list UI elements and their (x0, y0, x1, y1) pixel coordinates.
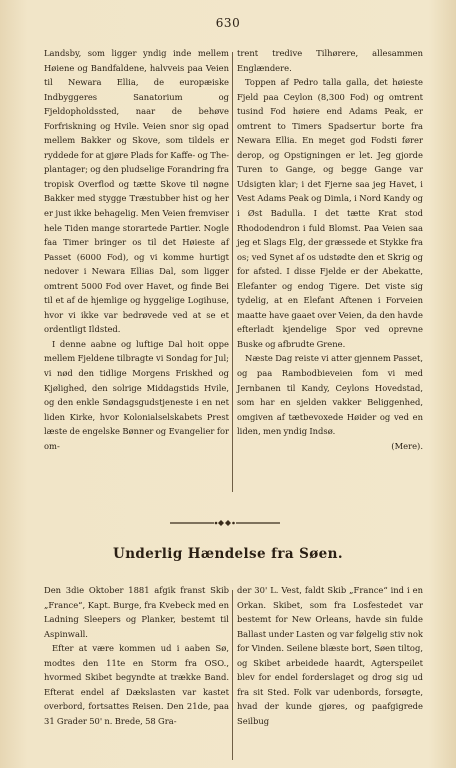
article-column-top-left (44, 46, 229, 453)
paragraph: trent tredive Tilhørere, allesammen Englændere. (237, 48, 423, 73)
column-divider (232, 52, 233, 492)
continued-note: (Mere). (391, 440, 423, 451)
paragraph: Næste Dag reiste vi atter gjennem Passet, og paa Rambodbieveien fom vi med Jernbanen til Kandy, Ceylons Hovedstad, som har en sjelden vakker Beliggenhed, omgiven af tætbevoxede Høider og ved en liden, men yndig Indsø. (237, 353, 423, 437)
article-column-bottom-right (237, 583, 423, 728)
article-column-bottom-left (44, 583, 229, 728)
paragraph: Efter at være kommen ud i aaben Sø, modtes den 11te en Storm fra OSO., hvormed Skibet begyndte at trække Band. Efterat endel af Dækslasten var kastet overbord, fortsattes Reisen. Den 21de, paa 31 Grader 50' n. Brede, 58 Gra- (44, 643, 229, 726)
article-column-top-right (237, 46, 423, 453)
paragraph: Den 3die Oktober 1881 afgik franst Skib „France“, Kapt. Burge, fra Kvebeck med en Ladning Sleepers og Planker, bestemt til Aspinwall. (44, 585, 229, 639)
section-title: Underlig Hændelse fra Søen. (113, 546, 343, 562)
paragraph: Toppen af Pedro talla galla, det høieste Fjeld paa Ceylon (8,300 Fod) og omtrent tusind Fod høiere end Adams Peak, er omtrent to Timers Spadsertur borte fra Newara Ellia. En meget god Fodsti fører derop, og Opstigningen er let. Jeg gjorde Turen to Gange, og begge Gange var Udsigten klar; i det Fjerne saa jeg Havet, i Vest Adams Peak og Dimla, i Nord Kandy og i Øst Badulla. I det tætte Krat stod Rhododendron i fuld Blomst. Paa Veien saa jeg et Slags Elg, der græssede et Stykke fra os; ved Synet af os udstødte den et Skrig og for afsted. I disse Fjelde er der Abekatte, Elefanter og endog Tigere. Det viste sig tydelig, at en Elefant Aftenen i Forveien maatte have gaaet over Veien, da den havde efterladt kjendelige Spor ved oprevne Buske og afbrudte Grene. (237, 77, 423, 349)
page-number: 630 (215, 16, 241, 30)
paragraph: Landsby, som ligger yndig inde mellem Høiene og Bandfaldene, halvveis paa Veien til Newara Ellia, de europæiske Indbyggeres Sanatorium og Fjeldopholdssted, naar de behøve Forfriskning og Hvile. Veien snor sig opad mellem Bakker og Skove, som tildels er ryddede for at gjøre Plads for Kaffe- og The-plantager; og den pludselige Forandring fra tropisk Overflod og tætte Skove til nøgne Bakker med stygge Træstubber hist og her er just ikke behagelig. Men Veien fremviser hele Tiden mange storartede Partier. Nogle faa Timer bringer os til det Høieste af Passet (6000 Fod), og vi komme hurtigt nedover i Newara Ellias Dal, som ligger omtrent 5000 Fod over Havet, og finde Bei til et af de hjemlige og hyggelige Logihuse, hvor vi ikke var bedrøvede ved at se et ordentligt Ildsted. (44, 48, 229, 335)
paragraph: der 30' L. Vest, faldt Skib „France“ ind i en Orkan. Skibet, som fra Losfestedet var bestemt for New Orleans, havde sin fulde Ballast under Lasten og var følgelig stiv nok for Vinden. Seilene blæste bort, Søen tiltog, og Skibet arbeidede haardt, Agterspeilet blev for endel forderslaget og drog sig ud fra sit Sted. Folk var udenbords, forsøgte, hvad der kunde gjøres, og paafgigrede Seilbug (237, 585, 423, 726)
paragraph: I denne aabne og luftige Dal hoit oppe mellem Fjeldene tilbragte vi Sondag for Jul; vi nød den tidlige Morgens Friskhed og Kjølighed, den solrige Middagstids Hvile, og den enkle Søndagsgudstjeneste i en net liden Kirke, hvor Kolonialselskabets Prest læste de engelske Bønner og Evangelier for om- (44, 338, 229, 451)
section-ornament (170, 518, 280, 528)
column-divider (232, 590, 233, 760)
